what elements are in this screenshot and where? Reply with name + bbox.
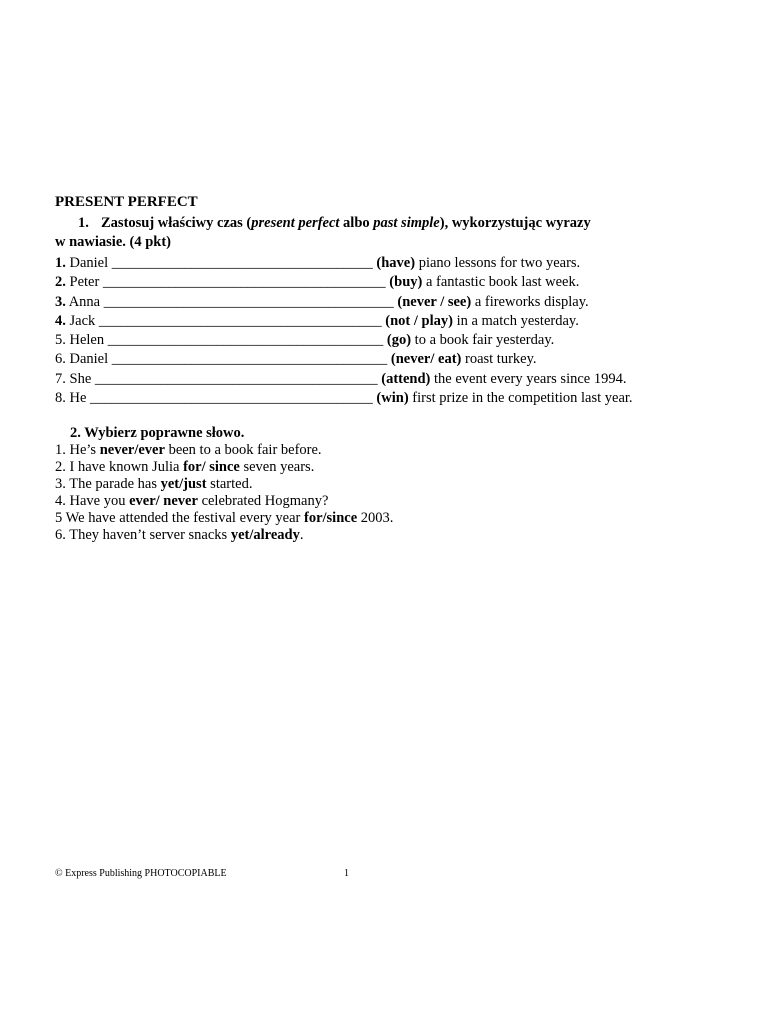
task1-item: 7. She _______________________________________ (attend) the event every years since 1994. [55, 370, 627, 387]
task2-heading: 2. Wybierz poprawne słowo. [70, 425, 245, 441]
task1-item: 1. Daniel ____________________________________ (have) piano lessons for two years. [55, 255, 581, 271]
task1-number: 1. [78, 215, 89, 231]
word-choice[interactable]: for/since [303, 510, 358, 526]
page-number: 1 [344, 868, 349, 879]
task2-list [55, 442, 393, 544]
task1-item: 4. Jack _______________________________________ (not / play) in a match yesterday. [55, 312, 579, 329]
answer-blank[interactable]: _______________________________________ [102, 274, 386, 291]
answer-blank[interactable]: _______________________________________ [98, 312, 382, 329]
task1-list [55, 254, 633, 408]
word-choice[interactable]: ever/ never [129, 493, 198, 509]
task2-item: 4. Have you ever/ never celebrated Hogmany? [55, 493, 329, 509]
task2-item: 1. He’s never/ever been to a book fair before. [55, 442, 322, 458]
task1-instruction-line2: w nawiasie. (4 pkt) [55, 234, 172, 250]
task2-item: 5 We have attended the festival every year for/since 2003. [55, 510, 394, 526]
task2-item: 6. They haven’t server snacks yet/already. [55, 527, 304, 543]
task1-instruction: 1. Zastosuj właściwy czas (present perfect albo past simple), wykorzystując wyrazy [78, 215, 591, 231]
word-choice[interactable]: never/ever [99, 442, 165, 458]
copyright-footer: © Express Publishing PHOTOCOPIABLE [55, 868, 227, 879]
word-choice[interactable]: for/ since [183, 459, 240, 475]
task1-item: 3. Anna ________________________________________ (never / see) a fireworks display. [55, 293, 589, 310]
task2-item: 2. I have known Julia for/ since seven years. [55, 459, 315, 475]
task1-item: 6. Daniel ______________________________________ (never/ eat) roast turkey. [55, 351, 537, 368]
task1-item: 5. Helen ______________________________________ (go) to a book fair yesterday. [55, 332, 555, 349]
answer-blank[interactable]: ______________________________________ [107, 332, 384, 349]
task1-item: 2. Peter _______________________________________ (buy) a fantastic book last week. [55, 274, 580, 291]
answer-blank[interactable]: ______________________________________ [111, 351, 388, 368]
task2-item: 3. The parade has yet/just started. [55, 476, 253, 492]
answer-blank[interactable]: ________________________________________ [103, 293, 394, 310]
answer-blank[interactable]: _______________________________________ [90, 390, 373, 407]
page-title: PRESENT PERFECT [55, 194, 198, 210]
word-choice[interactable]: yet/just [160, 476, 207, 492]
task1-item: 8. He _______________________________________ (win) first prize in the competition last year. [55, 390, 633, 407]
word-choice[interactable]: yet/already [230, 527, 300, 543]
answer-blank[interactable]: ____________________________________ [111, 255, 373, 271]
answer-blank[interactable]: _______________________________________ [94, 370, 378, 387]
